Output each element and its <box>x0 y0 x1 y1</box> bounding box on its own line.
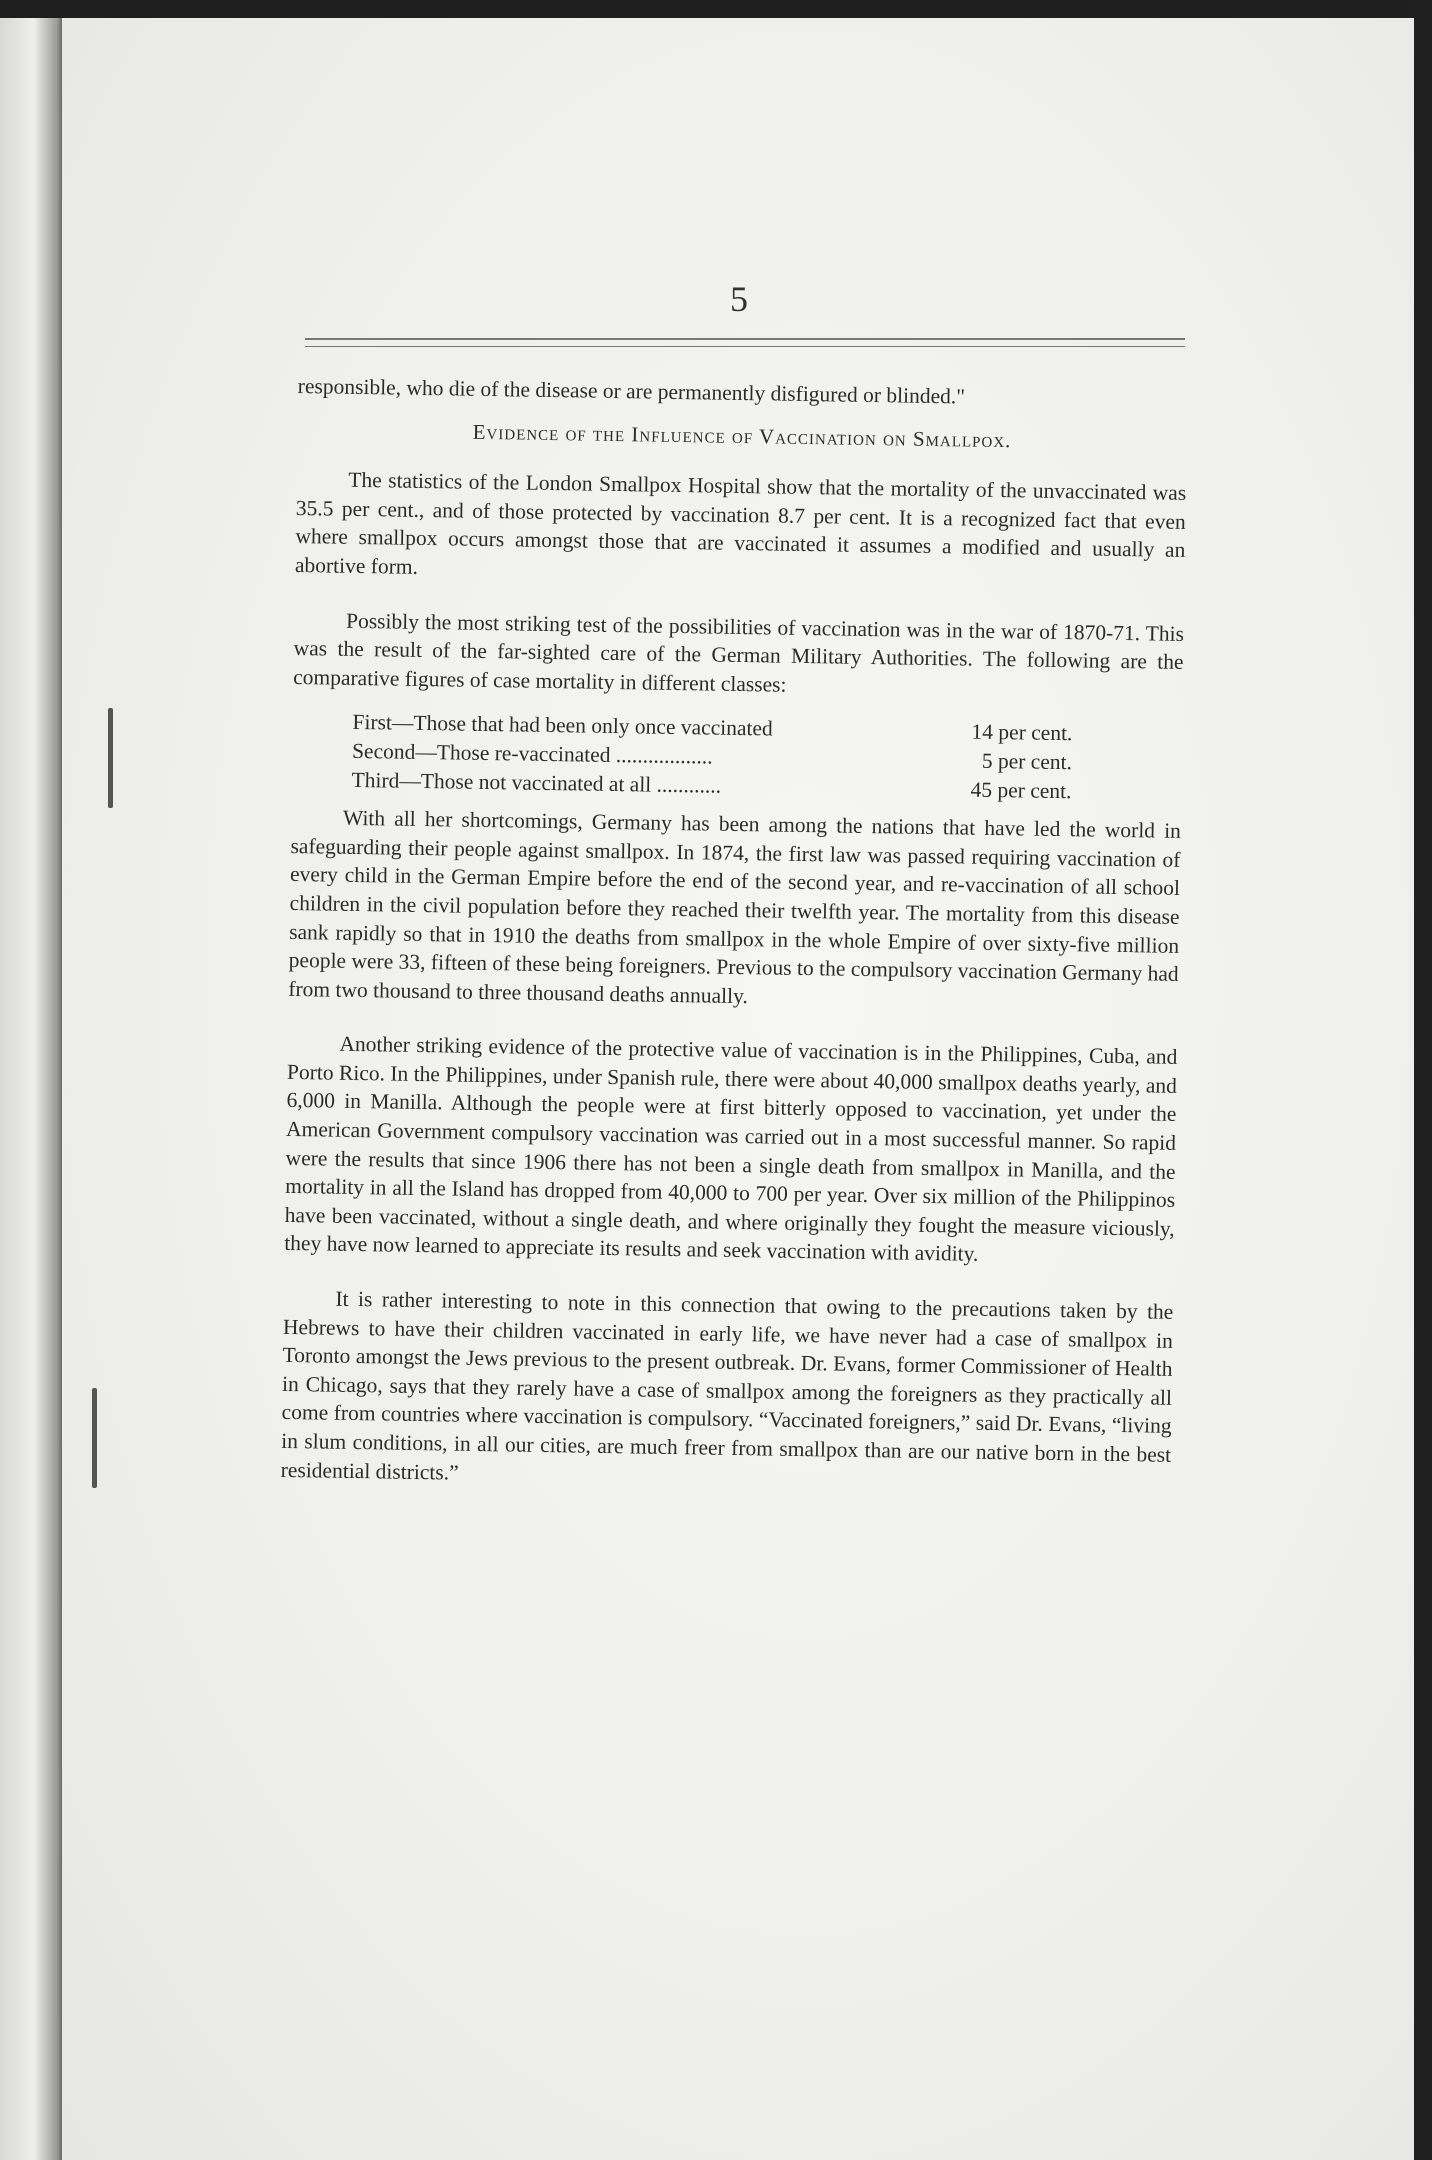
scan-top-border <box>0 0 1432 18</box>
paragraph-war: Possibly the most striking test of the possibilities of vaccination was in the war of 1870-71. This was the result of the far-sighted care of the German Military Authorities. The following are the comparative figures of case mortality in different classes: <box>293 608 1185 697</box>
header-rule <box>305 338 1185 340</box>
body-text <box>281 372 1188 1498</box>
paragraph-toronto: It is rather interesting to note in this connection that owing to the precautions taken by the Hebrews to have their children vaccinated in early life, we have never had a case of smallpox in Toronto amongst the Jews previous to the present outbreak. Dr. Evans, former Commissioner of Health in Chicago, says that they rarely have a case of smallpox among the foreigners as they practically all come from countries where vaccination is compulsory. “Vaccinated foreigners,” said Dr. Evans, “living in slum conditions, in all our cities, are much freer from smallpox than are our native born in the best residential districts.” <box>280 1286 1174 1485</box>
margin-binding-mark <box>92 1388 97 1488</box>
continued-paragraph: responsible, who die of the disease or are permanently disfigured or blinded." <box>297 373 966 409</box>
left-page-edge <box>0 18 62 2160</box>
figure-value: 14 per cent. <box>971 719 1073 746</box>
paragraph-philippines: Another striking evidence of the protective value of vaccination is in the Philippines, Cuba, and Porto Rico. In the Philippines, under Spanish rule, there were about 40,000 smallpox deaths yearly, and 6,000 in Manilla. Although the people were at first bitterly opposed to vaccination, yet under the American Government compulsory vaccination was carried out in a most successful manner. So rapid were the results that since 1906 there has not been a single death from smallpox in Manilla, and the mortality in all the Island has dropped from 40,000 to 700 per year. Over six million of the Philippinos have been vaccinated, without a single death, and where originally they fought the measure viciously, they have now learned to appreciate its results and seek vaccination with avidity. <box>284 1032 1178 1267</box>
figure-label: Second—Those re-vaccinated .................. <box>351 738 713 769</box>
figure-value: 45 per cent. <box>970 777 1072 803</box>
figure-label: First—Those that had been only once vaccinated <box>352 710 773 741</box>
mortality-figures-table <box>351 708 1072 805</box>
header-rule-thin <box>305 346 1185 347</box>
figure-label: Third—Those not vaccinated at all ............ <box>351 767 722 798</box>
paragraph-statistics: The statistics of the London Smallpox Hospital show that the mortality of the unvaccinated was 35.5 per cent., and of those protected by vaccination 8.7 per cent. It is a recognized fact that even where smallpox occurs amongst those that are vaccinated it assumes a modified and usually an abortive form. <box>294 467 1187 579</box>
figure-value: 5 per cent. <box>981 748 1073 775</box>
paragraph-germany: With all her shortcomings, Germany has been among the nations that have led the world in safeguarding their people against smallpox. In 1874, the first law was passed requiring vaccination of every child in the German Empire before the end of the second year, and re-vaccination of all school children in the civil population before they reached their twelfth year. The mortality from this disease sank rapidly so that in 1910 the deaths from smallpox in the whole Empire of over sixty-five million people were 33, fifteen of these being foreigners. Previous to the compulsory vaccination Germany had from two thousand to three thousand deaths annually. <box>288 805 1182 1008</box>
page-number: 5 <box>730 279 748 319</box>
section-heading: Evidence of the Influence of Vaccination on Smallpox. <box>472 419 1012 452</box>
scan-right-border <box>1414 0 1432 2160</box>
margin-binding-mark <box>108 708 113 808</box>
